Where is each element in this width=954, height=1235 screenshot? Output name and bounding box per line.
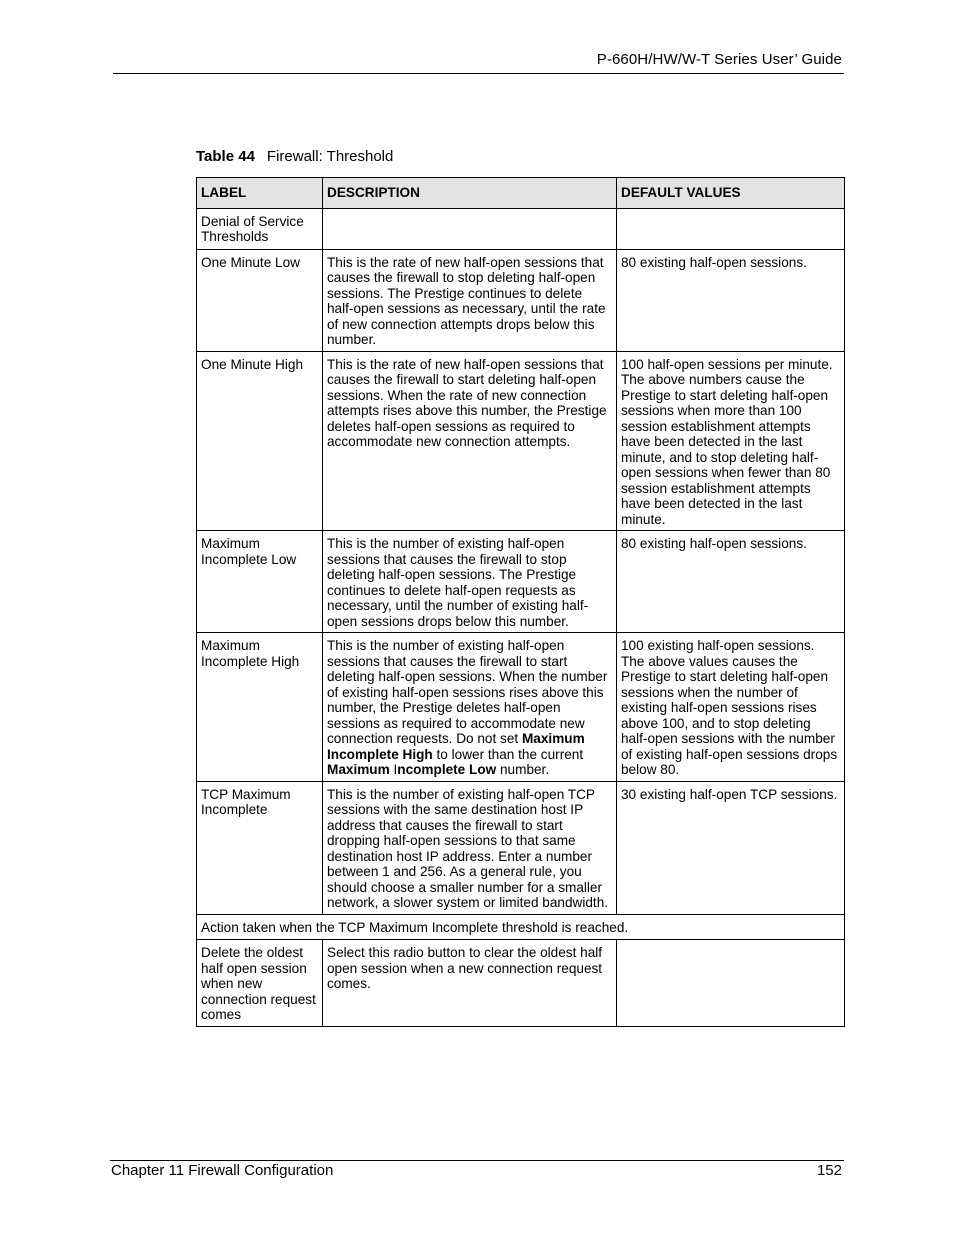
description-text: This is the number of existing half-open sessions that causes the firewall to start deleting half-open sessions. When the number of existing half-open sessions rises above this number, the Prestige deletes half-open sessions as required to accommodate new connection requests. Do not set	[327, 638, 608, 746]
action-heading: Action taken when the TCP Maximum Incomplete threshold is reached.	[197, 914, 845, 940]
row-default	[617, 208, 845, 249]
footer-chapter: Chapter 11 Firewall Configuration	[111, 1162, 334, 1179]
table-row	[197, 351, 845, 531]
field-name-emphasis: Maximum Incomplete High	[327, 731, 585, 762]
description-text: I	[393, 762, 398, 777]
table-header-row	[197, 178, 845, 209]
row-label: Maximum Incomplete High	[197, 633, 323, 782]
row-label: Delete the oldest half open session when new connection request comes	[197, 940, 323, 1027]
row-label: TCP Maximum Incomplete	[197, 781, 323, 914]
table-caption	[196, 148, 393, 165]
row-default: 80 existing half-open sessions.	[617, 249, 845, 351]
row-label: One Minute High	[197, 351, 323, 531]
row-description: This is the rate of new half-open sessions that causes the firewall to stop deleting half-open sessions. The Prestige continues to delete half-open sessions as necessary, until the rate of new connection attempts drops below this number.	[323, 249, 617, 351]
row-description	[323, 208, 617, 249]
table-row	[197, 940, 845, 1027]
header-divider	[113, 73, 844, 74]
field-name-emphasis: ncomplete Low	[397, 762, 497, 777]
table-row	[197, 249, 845, 351]
row-default	[617, 940, 845, 1027]
description-text: number.	[496, 762, 550, 777]
row-description: This is the rate of new half-open sessions that causes the firewall to start deleting half-open sessions. When the rate of new connection attempts rises above this number, the Prestige deletes half-open sessions as required to accommodate new connection attempts.	[323, 351, 617, 531]
row-description: This is the number of existing half-open TCP sessions with the same destination host IP address that causes the firewall to start dropping half-open sessions to that same destination host IP address. Enter a number between 1 and 256. As a general rule, you should choose a smaller number for a smaller network, a slower system or limited bandwidth.	[323, 781, 617, 914]
table-row	[197, 531, 845, 633]
table-row	[197, 633, 845, 782]
row-description: Select this radio button to clear the oldest half open session when a new connection request comes.	[323, 940, 617, 1027]
row-label: Maximum Incomplete Low	[197, 531, 323, 633]
row-default: 30 existing half-open TCP sessions.	[617, 781, 845, 914]
column-header-default-values: DEFAULT VALUES	[617, 178, 845, 209]
threshold-table	[196, 177, 845, 1027]
table-row	[197, 781, 845, 914]
footer-divider	[110, 1160, 844, 1161]
row-description: This is the number of existing half-open sessions that causes the firewall to stop deleting half-open sessions. The Prestige continues to delete half-open requests as necessary, until the number of existing half-open sessions drops below this number.	[323, 531, 617, 633]
row-label: One Minute Low	[197, 249, 323, 351]
column-header-label: LABEL	[197, 178, 323, 209]
table-span-row	[197, 914, 845, 940]
column-header-description: DESCRIPTION	[323, 178, 617, 209]
row-default: 100 half-open sessions per minute. The above numbers cause the Prestige to start deleting half-open sessions when more than 100 session establishment attempts have been detected in the last minute, and to stop deleting half-open sessions when fewer than 80 session establishment attempts have been detected in the last minute.	[617, 351, 845, 531]
running-header: P-660H/HW/W-T Series User’ Guide	[596, 51, 842, 68]
row-label: Denial of Service Thresholds	[197, 208, 323, 249]
field-name-emphasis: Maximum	[327, 762, 394, 777]
row-description	[323, 633, 617, 782]
table-title: Firewall: Threshold	[266, 148, 394, 165]
table-number: Table 44	[196, 148, 255, 165]
row-default: 100 existing half-open sessions. The above values causes the Prestige to start deleting half-open sessions when the number of existing half-open sessions rises above 100, and to stop deleting half-open sessions with the number of existing half-open sessions drops below 80.	[617, 633, 845, 782]
row-default: 80 existing half-open sessions.	[617, 531, 845, 633]
table-row	[197, 208, 845, 249]
page-number: 152	[816, 1162, 842, 1179]
description-text: to lower than the current	[432, 746, 584, 762]
